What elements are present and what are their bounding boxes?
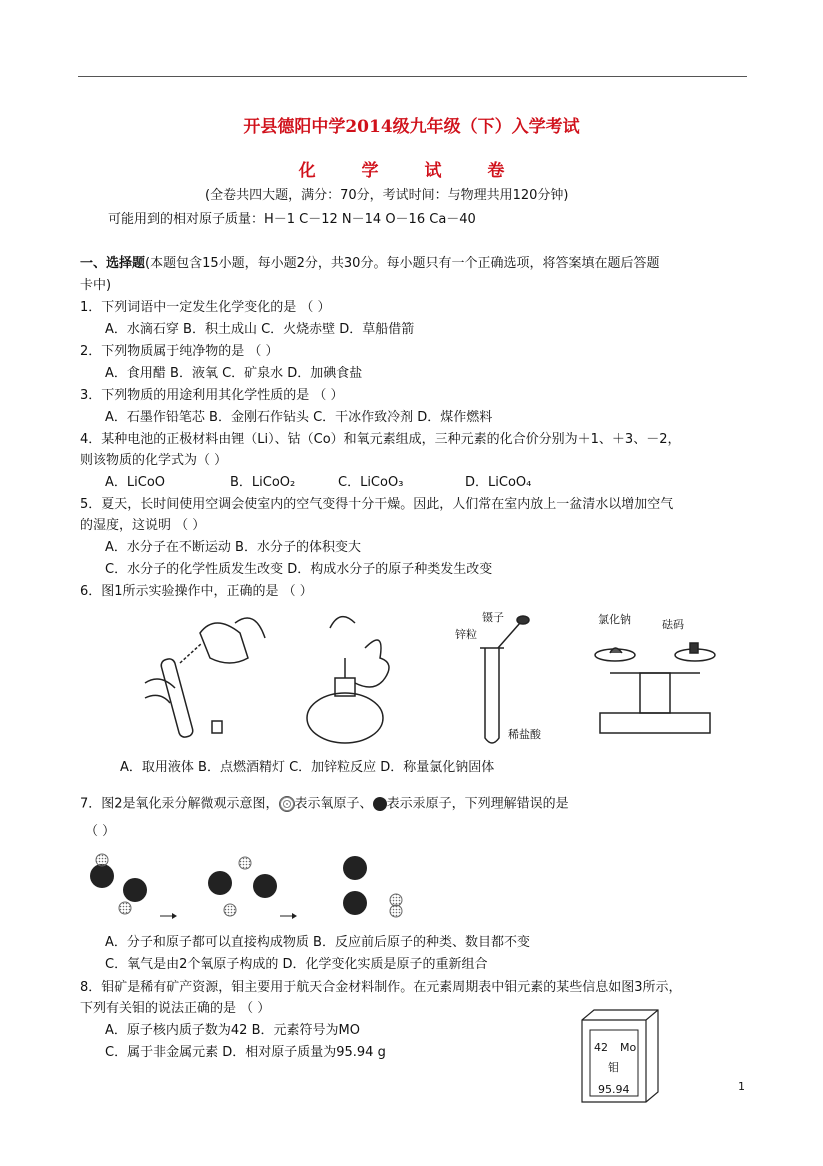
- q5-stem: 5．夏天，长时间使用空调会使室内的空气变得十分干燥。因此，人们常在室内放上一盆清水以增加空气: [80, 497, 674, 512]
- page-number: 1: [738, 1080, 745, 1093]
- element-symbol: Mo: [620, 1041, 637, 1054]
- q5-options-cd: C．水分子的化学性质发生改变 D．构成水分子的原子种类发生改变: [105, 562, 493, 577]
- q1-stem: 1．下列词语中一定发生化学变化的是 （ ）: [80, 300, 331, 315]
- balance-illustration: [595, 643, 715, 733]
- mercury-atom: [208, 871, 232, 895]
- label-nacl: 氯化钠: [598, 613, 631, 626]
- q2-stem: 2．下列物质属于纯净物的是 （ ）: [80, 344, 279, 359]
- label-tweezers: 镊子: [482, 611, 504, 624]
- q5-stem-cont: 的湿度，这说明 （ ）: [80, 518, 206, 533]
- mercury-atom: [343, 891, 367, 915]
- mercury-atom: [90, 864, 114, 888]
- figure1-lab-operations: [140, 603, 720, 753]
- label-weight: 砝码: [662, 618, 684, 631]
- element-number: 42: [594, 1041, 608, 1054]
- q7-stem-part2: 表示氧原子、: [294, 796, 373, 812]
- section1-heading: 一、选择题: [80, 256, 146, 271]
- element-name: 钼: [608, 1061, 619, 1074]
- q4-option-a: A．LiCoO: [105, 475, 166, 490]
- test-tube-zinc-illustration: [480, 616, 529, 743]
- q8-options-ab: A．原子核内质子数为42 B．元素符号为MO: [105, 1023, 360, 1038]
- mercury-atom: [253, 874, 277, 898]
- q4-option-c: C．LiCoO₃: [338, 475, 404, 490]
- oxygen-atom-icon: [279, 796, 295, 812]
- label-zinc: 锌粒: [455, 628, 477, 641]
- q4-stem: 4．某种电池的正极材料由锂（Li）、钴（Co）和氧元素组成，三种元素的化合价分别为＋1、＋3、－2，: [80, 432, 681, 447]
- pour-liquid-illustration: [145, 618, 265, 738]
- mercury-atom-icon: [373, 797, 387, 811]
- section1-intro-text: (本题包含15小题，每小题2分，共30分。每小题只有一个正确选项，将答案填在题后答题: [145, 256, 660, 271]
- label-acid: 稀盐酸: [508, 728, 541, 741]
- oxygen-atom: [390, 894, 402, 906]
- q6-stem: 6．图1所示实验操作中，正确的是 （ ）: [80, 584, 313, 599]
- q5-options-ab: A．水分子在不断运动 B．水分子的体积变大: [105, 540, 361, 555]
- q4-option-d: D．LiCoO₄: [465, 475, 532, 490]
- q7-stem-part1: 7．图2是氧化汞分解微观示意图，: [80, 796, 279, 812]
- oxygen-atom: [96, 854, 108, 866]
- section1-intro-cont: 卡中): [80, 278, 112, 293]
- q4-option-b: B．LiCoO₂: [230, 475, 296, 490]
- oxygen-atom: [224, 904, 236, 916]
- element-mass: 95.94: [598, 1083, 630, 1096]
- exam-info: (全卷共四大题，满分：70分，考试时间：与物理共用120分钟): [205, 188, 569, 203]
- q1-options: A．水滴石穿 B．积土成山 C．火烧赤壁 D．草船借箭: [105, 322, 415, 337]
- q7-options-ab: A．分子和原子都可以直接构成物质 B．反应前后原子的种类、数目都不变: [105, 935, 530, 950]
- q7-stem: [80, 796, 569, 813]
- q6-options: A．取用液体 B．点燃酒精灯 C．加锌粒反应 D．称量氯化钠固体: [120, 760, 495, 775]
- q8-options-cd: C．属于非金属元素 D．相对原子质量为95.94 g: [105, 1045, 386, 1060]
- q8-stem: 8．钼矿是稀有矿产资源，钼主要用于航天合金材料制作。在元素周期表中钼元素的某些信息如图3所示，: [80, 980, 682, 995]
- q8-stem-cont: 下列有关钼的说法正确的是 （ ）: [80, 1001, 271, 1016]
- mercury-atom: [343, 856, 367, 880]
- oxygen-atom: [119, 902, 131, 914]
- oxygen-atom: [239, 857, 251, 869]
- q4-stem-cont: 则该物质的化学式为（ ）: [80, 453, 228, 468]
- section1-intro: [80, 256, 659, 272]
- q7-stem-cont: （ ）: [85, 824, 116, 839]
- oxygen-atom: [390, 905, 402, 917]
- figure2-mercury-oxide-decomposition: [80, 848, 420, 928]
- exam-title: 开县德阳中学2014级九年级（下）入学考试: [243, 117, 580, 137]
- exam-subtitle: 化 学 试 卷: [298, 161, 525, 181]
- q2-options: A．食用醋 B．液氧 C．矿泉水 D．加碘食盐: [105, 366, 363, 381]
- q7-options-cd: C．氧气是由2个氧原子构成的 D．化学变化实质是原子的重新组合: [105, 957, 488, 972]
- alcohol-lamp-illustration: [307, 617, 389, 743]
- mercury-atom: [123, 878, 147, 902]
- header-rule: [78, 76, 747, 77]
- q3-stem: 3．下列物质的用途利用其化学性质的是 （ ）: [80, 388, 344, 403]
- q3-options: A．石墨作铅笔芯 B．金刚石作钻头 C．干冰作致冷剂 D．煤作燃料: [105, 410, 493, 425]
- q7-stem-part3: 表示汞原子，下列理解错误的是: [386, 796, 569, 812]
- atomic-masses: 可能用到的相对原子质量：H－1 C－12 N－14 O－16 Ca－40: [108, 212, 476, 227]
